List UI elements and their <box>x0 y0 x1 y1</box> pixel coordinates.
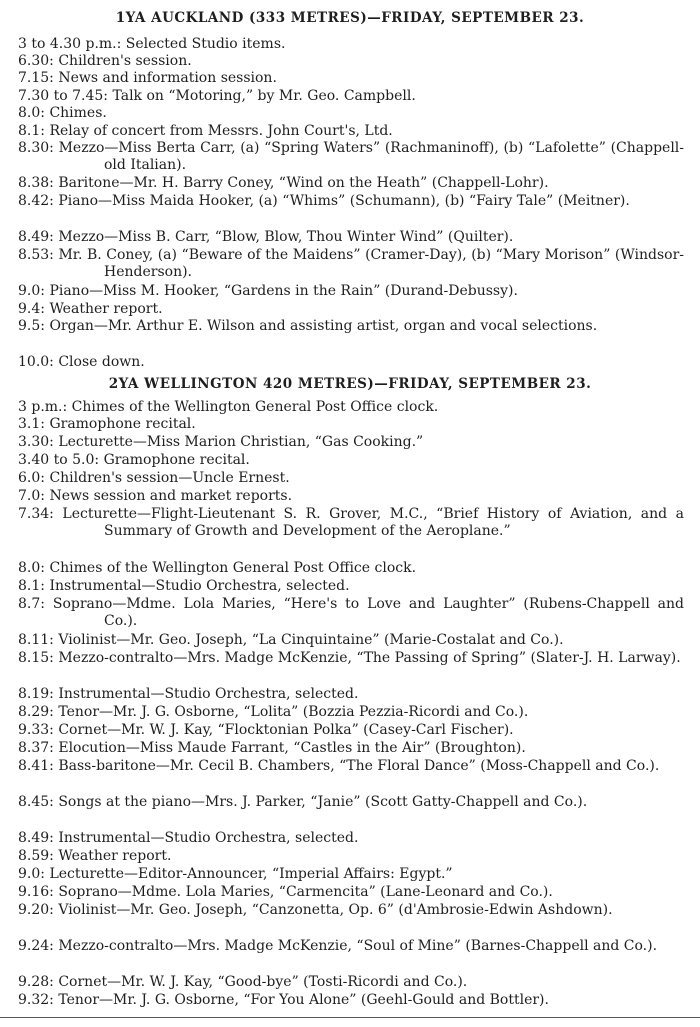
list-item: 3 to 4.30 p.m.: Selected Studio items. <box>18 36 286 52</box>
list-item: 6.30: Children's session. <box>18 53 192 69</box>
list-item: 7.34: Lecturette—Flight-Lieutenant S. R. Grover, M.C., “Brief History of Aviation, and a Summary of Growth and Development of the Aeroplane.” <box>18 506 684 539</box>
list-item: 3.40 to 5.0: Gramophone recital. <box>18 452 250 468</box>
list-item: 9.20: Violinist—Mr. Geo. Joseph, “Canzonetta, Op. 6” (d'Ambrosie-Edwin Ashdown). <box>18 902 613 918</box>
list-item: 7.30 to 7.45: Talk on “Motoring,” by Mr. Geo. Campbell. <box>18 88 416 104</box>
list-item: 9.24: Mezzo-contralto—Mrs. Madge McKenzie, “Soul of Mine” (Barnes-Chappell and Co.). <box>18 938 658 954</box>
list-item: 6.0: Children's session—Uncle Ernest. <box>18 470 290 486</box>
list-item: 10.0: Close down. <box>18 354 145 370</box>
list-item: 9.28: Cornet—Mr. W. J. Kay, “Good-bye” (Tosti-Ricordi and Co.). <box>18 974 468 990</box>
list-item: 3 p.m.: Chimes of the Wellington General Post Office clock. <box>18 399 439 415</box>
list-item: 8.0: Chimes of the Wellington General Post Office clock. <box>18 560 417 576</box>
list-item: 8.15: Mezzo-contralto—Mrs. Madge McKenzie, “The Passing of Spring” (Slater-J. H. Larway). <box>18 650 681 666</box>
list-item: 9.5: Organ—Mr. Arthur E. Wilson and assisting artist, organ and vocal selections. <box>18 318 598 334</box>
list-item: 8.45: Songs at the piano—Mrs. J. Parker, “Janie” (Scott Gatty-Chappell and Co.). <box>18 794 588 810</box>
list-item: 8.49: Instrumental—Studio Orchestra, selected. <box>18 830 359 846</box>
list-item: 8.19: Instrumental—Studio Orchestra, selected. <box>18 686 359 702</box>
list-item: 8.37: Elocution—Miss Maude Farrant, “Castles in the Air” (Broughton). <box>18 740 526 756</box>
section-heading-auckland: 1YA AUCKLAND (333 METRES)—FRIDAY, SEPTEMBER 23. <box>115 10 585 26</box>
list-item: 8.59: Weather report. <box>18 848 172 864</box>
column-divider <box>0 1017 700 1018</box>
list-item: 8.29: Tenor—Mr. J. G. Osborne, “Lolita” (Bozzia Pezzia-Ricordi and Co.). <box>18 704 529 720</box>
list-item: 3.30: Lecturette—Miss Marion Christian, “Gas Cooking.” <box>18 434 424 450</box>
list-item: 8.11: Violinist—Mr. Geo. Joseph, “La Cinquintaine” (Marie-Costalat and Co.). <box>18 632 564 648</box>
list-item: 8.7: Soprano—Mdme. Lola Maries, “Here's to Love and Laughter” (Rubens-Chappell and Co.). <box>18 596 684 629</box>
list-item: 7.15: News and information session. <box>18 70 277 86</box>
list-item: 3.1: Gramophone recital. <box>18 416 196 432</box>
list-item: 9.0: Lecturette—Editor-Announcer, “Imperial Affairs: Egypt.” <box>18 866 453 882</box>
list-item: 9.0: Piano—Miss M. Hooker, “Gardens in the Rain” (Durand-Debussy). <box>18 283 518 299</box>
list-item: 8.38: Baritone—Mr. H. Barry Coney, “Wind on the Heath” (Chappell-Lohr). <box>18 175 549 191</box>
list-item: 8.1: Instrumental—Studio Orchestra, selected. <box>18 578 350 594</box>
list-item: 9.33: Cornet—Mr. W. J. Kay, “Flocktonian Polka” (Casey-Carl Fischer). <box>18 722 514 738</box>
list-item: 9.32: Tenor—Mr. J. G. Osborne, “For You Alone” (Geehl-Gould and Bottler). <box>18 992 549 1008</box>
list-item: 7.0: News session and market reports. <box>18 488 293 504</box>
list-item: 8.53: Mr. B. Coney, (a) “Beware of the Maidens” (Cramer-Day), (b) “Mary Morison” (Windsor-Henderson). <box>18 247 685 280</box>
list-item: 8.1: Relay of concert from Messrs. John Court's, Ltd. <box>18 123 393 139</box>
list-item: 8.42: Piano—Miss Maida Hooker, (a) “Whims” (Schumann), (b) “Fairy Tale” (Meitner). <box>18 193 630 209</box>
section-heading-wellington: 2YA WELLINGTON 420 METRES)—FRIDAY, SEPTEMBER 23. <box>108 376 592 392</box>
list-item: 8.0: Chimes. <box>18 105 107 121</box>
list-item: 9.16: Soprano—Mdme. Lola Maries, “Carmencita” (Lane-Leonard and Co.). <box>18 884 553 900</box>
list-item: 8.49: Mezzo—Miss B. Carr, “Blow, Blow, Thou Winter Wind” (Quilter). <box>18 229 514 245</box>
list-item: 8.41: Bass-baritone—Mr. Cecil B. Chambers, “The Floral Dance” (Moss-Chappell and Co.). <box>18 758 660 774</box>
list-item: 8.30: Mezzo—Miss Berta Carr, (a) “Spring Waters” (Rachmaninoff), (b) “Lafolette” (Chappell-old Italian). <box>18 140 685 173</box>
list-item: 9.4: Weather report. <box>18 301 163 317</box>
